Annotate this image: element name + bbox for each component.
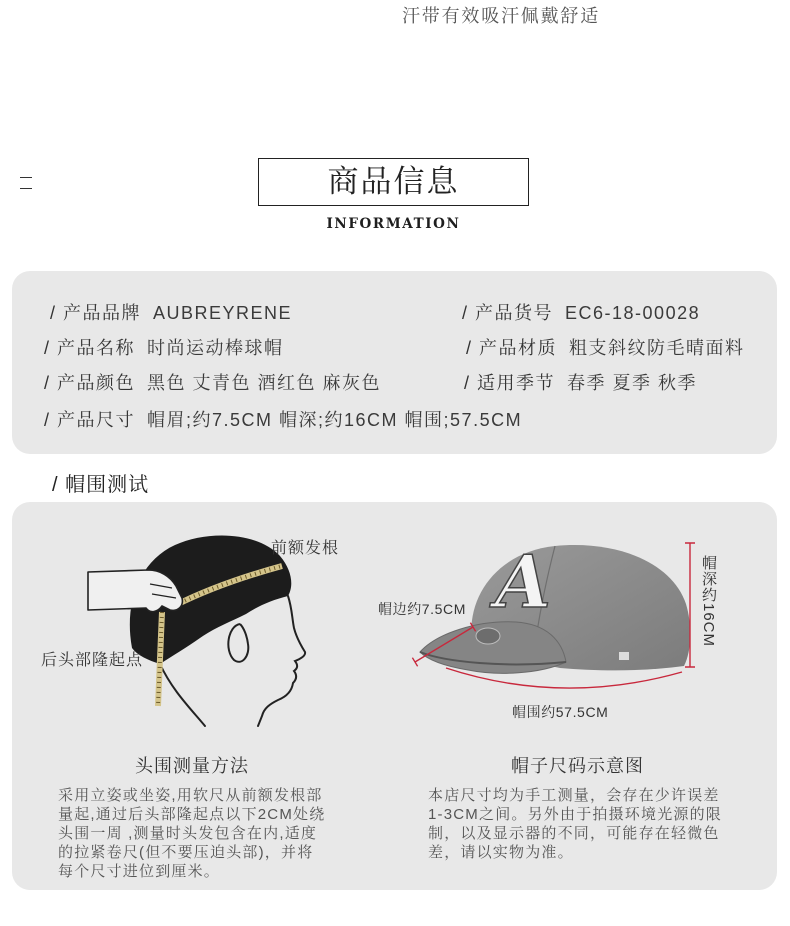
cap-size-illustration xyxy=(405,535,705,715)
spec-label: / 产品材质 xyxy=(466,338,558,358)
spec-size xyxy=(44,409,522,431)
spec-value: EC6-18-00028 xyxy=(565,303,701,323)
section-title-cn: 商品信息 xyxy=(327,164,460,199)
hand xyxy=(88,570,182,612)
spec-value: 春季 夏季 秋季 xyxy=(567,373,698,393)
cap-logo-letter: A xyxy=(495,539,551,624)
cap-side-flag-logo xyxy=(619,652,629,660)
spec-label: / 适用季节 xyxy=(464,373,556,393)
neck-back xyxy=(160,664,205,726)
spec-item-number xyxy=(462,302,700,324)
tape-hanging xyxy=(158,612,162,706)
spec-season xyxy=(464,372,697,394)
label-cap-depth: 帽深约16CM xyxy=(700,555,717,648)
caption-cap-size: 帽子尺码示意图 xyxy=(511,756,644,776)
spec-name xyxy=(44,337,284,359)
cap-size-note xyxy=(428,786,722,862)
spec-value: 粗支斜纹防毛晴面料 xyxy=(569,338,745,358)
head-measure-illustration xyxy=(80,528,350,728)
text-line: 的拉紧卷尺(但不要压迫头部)，并将 xyxy=(58,844,314,861)
label-cap-circumference: 帽围约57.5CM xyxy=(512,704,609,720)
spec-value: 时尚运动棒球帽 xyxy=(147,338,284,358)
face-profile xyxy=(258,596,305,726)
label-cap-brim: 帽边约7.5CM xyxy=(378,601,467,617)
label-front-hairline: 前额发根 xyxy=(271,540,340,557)
spec-value: AUBREYRENE xyxy=(153,303,293,323)
tagline: 汗带有效吸汗佩戴舒适 xyxy=(402,6,600,26)
head-measure-instructions xyxy=(58,786,325,881)
text-line: 制，以及显示器的不同，可能存在轻微色 xyxy=(428,825,720,842)
spec-value: 黑色 丈青色 酒红色 麻灰色 xyxy=(147,373,382,393)
text-line: 每个尺寸进位到厘米。 xyxy=(58,863,221,880)
ear xyxy=(228,624,248,662)
spec-label: / 产品名称 xyxy=(44,338,136,358)
section-title-box xyxy=(258,158,529,206)
text-line: 1-3CM之间。另外由于拍摄环境光源的限 xyxy=(428,806,723,823)
spec-material xyxy=(466,337,745,359)
spec-label: / 产品颜色 xyxy=(44,373,136,393)
measure-section-title: / 帽围测试 xyxy=(52,474,150,496)
caption-head-measure: 头围测量方法 xyxy=(135,756,249,776)
label-back-head-point: 后头部隆起点 xyxy=(41,652,144,669)
text-line: 采用立姿或坐姿,用软尺从前额发根部 xyxy=(58,787,323,804)
cap-front-patch xyxy=(476,628,500,644)
text-line: 量起,通过后头部隆起点以下2CM处绕 xyxy=(58,806,326,823)
spec-brand xyxy=(50,302,292,324)
spec-color xyxy=(44,372,381,394)
text-line: 本店尺寸均为手工测量，会存在少许误差 xyxy=(428,787,720,804)
spec-value: 帽眉;约7.5CM 帽深;约16CM 帽围;57.5CM xyxy=(147,410,523,430)
spec-label: / 产品尺寸 xyxy=(44,410,136,430)
spec-label: / 产品品牌 xyxy=(50,303,142,323)
double-bar-mark-icon xyxy=(20,177,32,189)
text-line: 头围一周 ,测量时头发包含在内,适度 xyxy=(58,825,318,842)
text-line: 差，请以实物为准。 xyxy=(428,844,574,861)
spec-label: / 产品货号 xyxy=(462,303,554,323)
section-title-en: INFORMATION xyxy=(326,216,461,232)
